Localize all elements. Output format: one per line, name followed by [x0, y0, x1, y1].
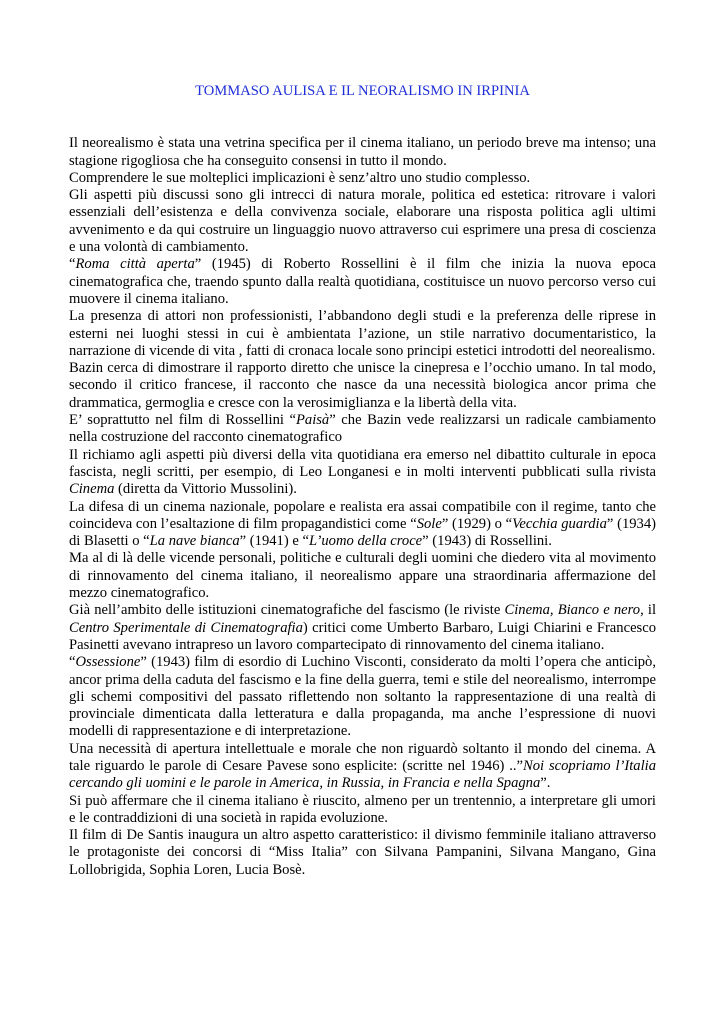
paragraph-text: Una necessità di apertura intellettuale e morale che non riguardò soltanto il mondo del cinema. A tale riguardo le parole di Cesare Pavese sono esplicite: (scritte nel 1946) ..” — [69, 740, 656, 774]
paragraph — [69, 187, 656, 256]
italic-title-text: Centro Sperimentale di Cinematografia — [69, 619, 303, 636]
italic-title-text: Cinema, Bianco e nero — [504, 602, 641, 619]
paragraph — [69, 602, 656, 654]
paragraph-text: E’ soprattutto nel film di Rossellini “ — [69, 412, 296, 429]
paragraph-text: ” (1941) e “ — [239, 533, 309, 550]
paragraph-text: Si può affermare che il cinema italiano è riuscito, almeno per un trentennio, a interpretare gli umori e le contraddizioni di una società in rapida evoluzione. — [69, 792, 656, 826]
italic-title-text: Paisà — [295, 412, 330, 429]
paragraph-text: Gli aspetti più discussi sono gli intrecci di natura morale, politica ed estetica: ritrovare i valori essenziali dell’esistenza e della convivenza sociale, elaborare una risposta politica agli ultimi avvenimento e da qui costruire un linguaggio nuovo attraverso cui esprimere una presa di coscienza e una volontà di cambiamento. — [69, 187, 656, 256]
paragraph-text: ) critici come Umberto Barbaro, Luigi Chiarini e Francesco Pasinetti avevano intrapreso un lavoro compartecipato di rinnovamento del cinema italiano. — [69, 619, 656, 653]
paragraph-text: Già nell’ambito delle istituzioni cinematografiche del fascismo (le riviste — [69, 602, 505, 619]
page-title: TOMMASO AULISA E IL NEORALISMO IN IRPINIA — [195, 83, 530, 99]
paragraph-text: La presenza di attori non professionisti, l’abbandono degli studi e la preferenza delle riprese in esterni nei luoghi stessi in cui è ambientata l’azione, un stile narrativo documentaristico, la narrazione di vicende di vita , fatti di cronaca locale sono principi estetici introdotti del neorealismo. — [69, 308, 656, 359]
document-body — [69, 135, 656, 879]
paragraph — [69, 499, 656, 551]
paragraph — [69, 256, 656, 308]
paragraph-text: Comprendere le sue molteplici implicazioni è senz’altro uno studio complesso. — [69, 169, 531, 186]
paragraph — [69, 308, 656, 360]
paragraph — [69, 135, 656, 170]
italic-title-text: Sole — [416, 515, 442, 532]
paragraph — [69, 793, 656, 828]
paragraph-text: Il richiamo agli aspetti più diversi della vita quotidiana era emerso nel dibattito culturale in epoca fascista, negli scritti, per esempio, di Leo Longanesi e in molti interventi pubblicati sulla rivista — [69, 446, 656, 480]
paragraph — [69, 447, 656, 499]
italic-title-text: Ossessione — [75, 654, 141, 671]
paragraph-text: ”. — [540, 775, 551, 792]
paragraph-text: ” (1934) di Blasetti o “ — [69, 515, 656, 550]
paragraph-text: ” (1929) o “ — [441, 515, 513, 532]
paragraph-text: (diretta da Vittorio Mussolini). — [114, 481, 297, 498]
paragraph-text: Bazin cerca di dimostrare il rapporto diretto che unisce la cinepresa e l’occhio umano. In tal modo, secondo il critico francese, il racconto che nasce da una necessità biologica ancor prima che drammatica, germoglia e cresce con la verosimiglianza e la libertà della vita. — [69, 360, 656, 411]
paragraph-text: Il film di De Santis inaugura un altro aspetto caratteristico: il divismo femminile italiano attraverso le protagoniste dei concorsi di “Miss Italia” con Silvana Pampanini, Silvana Mangano, Gina Lollobrigida, Sophia Loren, Lucia Bosè. — [69, 827, 656, 878]
paragraph — [69, 550, 656, 602]
paragraph-text: ” (1943) film di esordio di Luchino Visconti, considerato da molti l’opera che anticipò, ancor prima della caduta del fascismo e la fine della guerra, temi e stile del neorealismo, interrompe gli schemi compositivi del passato riflettendo non soltanto la rappresentazione di una realtà di provinciale dimenticata dalla letteratura e dalla propaganda, ma anche l’espressione di nuovi modelli di rappresentazione e di interpretazione. — [69, 654, 656, 740]
italic-title-text: Roma città aperta — [75, 256, 195, 273]
paragraph-text: “ — [69, 256, 76, 273]
paragraph — [69, 741, 656, 793]
paragraph-text: Il neorealismo è stata una vetrina specifica per il cinema italiano, un periodo breve ma intenso; una stagione rigogliosa che ha conseguito consensi in tutto il mondo. — [69, 135, 656, 169]
paragraph — [69, 360, 656, 412]
italic-title-text: La nave bianca — [149, 533, 240, 550]
paragraph-text: ” che Bazin vede realizzarsi un radicale cambiamento nella costruzione del racconto cinematografico — [69, 412, 656, 446]
paragraph — [69, 654, 656, 740]
paragraph — [69, 827, 656, 879]
italic-title-text: Cinema — [69, 481, 115, 498]
paragraph-text: ” (1945) di Roberto Rossellini è il film che inizia la nuova epoca cinematografica che, traendo spunto dalla realtà quotidiana, costituisce un nuovo percorso verso cui muovere il cinema italiano. — [69, 256, 657, 307]
italic-title-text: Noi scopriamo l’Italia cercando gli uomini e le parole in America, in Russia, in Francia e nella Spagna — [69, 757, 656, 792]
paragraph-text: “ — [69, 654, 76, 671]
paragraph — [69, 170, 656, 187]
paragraph-text: ” (1943) di Rossellini. — [422, 533, 552, 550]
document-page — [69, 80, 656, 879]
paragraph — [69, 412, 656, 447]
paragraph-text: La difesa di un cinema nazionale, popolare e realista era assai compatibile con il regime, tanto che coincideva con l’esaltazione di film propagandistici come “ — [69, 498, 656, 532]
paragraph-text: Ma al di là delle vicende personali, politiche e culturali degli uomini che diedero vita al movimento di rinnovamento del cinema italiano, il neorealismo appare una straordinaria affermazione del mezzo cinematografico. — [69, 550, 656, 602]
paragraph-text: , il — [640, 602, 657, 619]
italic-title-text: Vecchia guardia — [512, 515, 607, 532]
italic-title-text: L’uomo della croce — [308, 533, 423, 550]
